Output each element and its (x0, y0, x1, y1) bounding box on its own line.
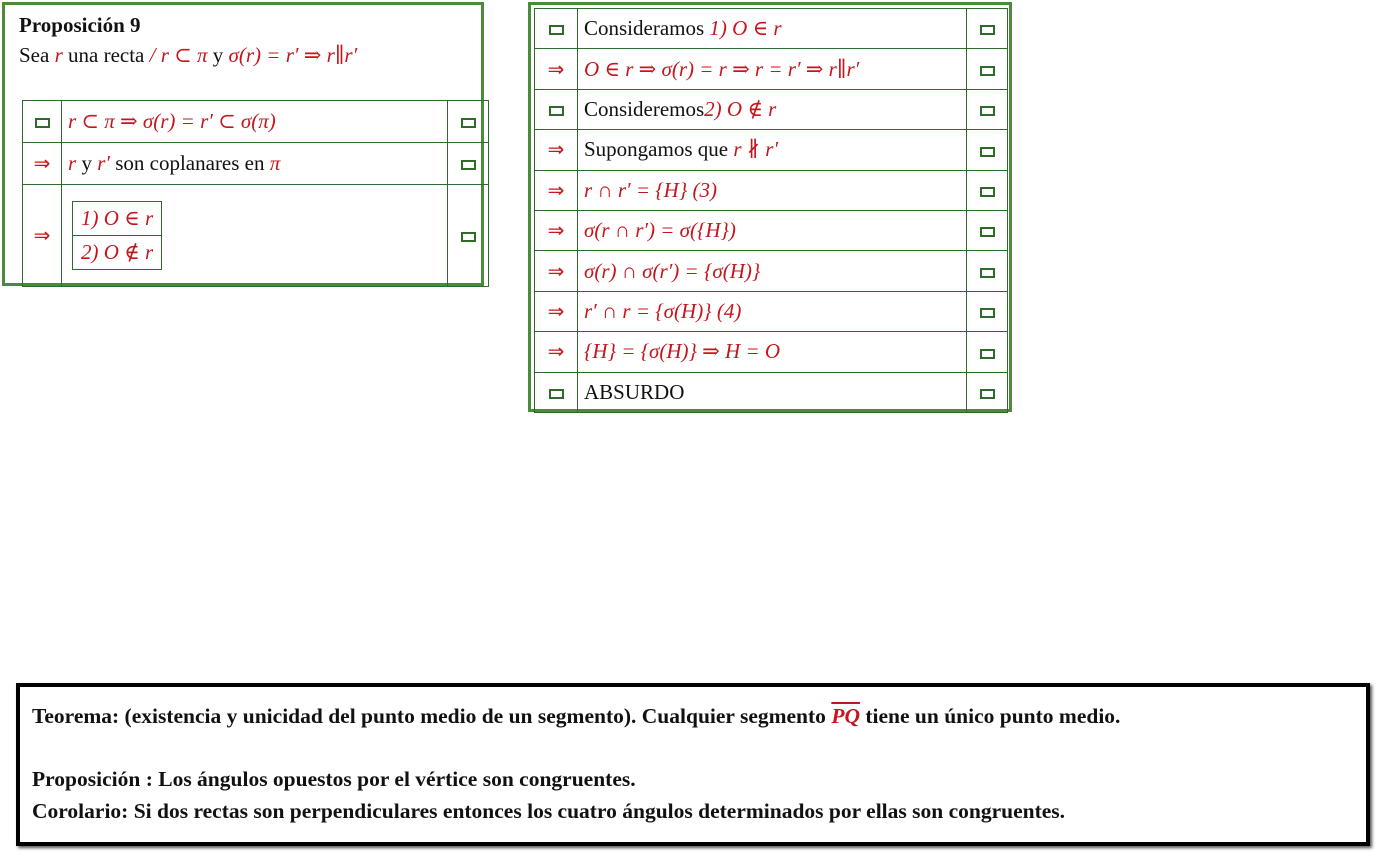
proof-step (578, 9, 967, 49)
proof-table-right (534, 8, 1008, 413)
step-text: y (76, 151, 98, 175)
proof-step (578, 210, 967, 250)
step-text: ABSURDO (584, 379, 685, 404)
step-text: Supongamos que (584, 137, 734, 162)
proposition-text: : Los ángulos opuestos por el vértice son congruentes. (140, 767, 636, 791)
checkbox-square-icon (461, 232, 476, 242)
table-row (535, 49, 1008, 89)
checkbox-square-icon (549, 25, 564, 35)
checkbox-square-icon (980, 25, 995, 35)
theorem-text: tiene un único punto medio. (859, 704, 1121, 728)
table-row (23, 143, 489, 185)
case-2: 2) O ∉ r (73, 236, 162, 270)
checkbox-square-icon (980, 349, 995, 359)
checkbox-square-icon (980, 66, 995, 76)
cases-table (72, 201, 162, 270)
checkbox-square-icon (461, 160, 476, 170)
segment-pq: $\overline{PQ}$ (831, 704, 860, 728)
proof-step (578, 130, 967, 170)
table-row (535, 170, 1008, 210)
implies-arrow-icon: ⇒ (547, 137, 565, 162)
proposition-statement (19, 43, 357, 68)
proof-step (578, 170, 967, 210)
step-math: 2) O ∉ r (704, 96, 777, 121)
table-row (535, 372, 1008, 412)
step-math: r′ (97, 151, 110, 175)
proof-step (578, 332, 967, 372)
implies-arrow-icon: ⇒ (547, 258, 565, 283)
step-math: σ(r ∩ r′) = σ({H}) (584, 218, 736, 243)
proof-step (578, 372, 967, 412)
table-row (73, 236, 162, 270)
case-1: 1) O ∈ r (73, 202, 162, 236)
proof-step (578, 89, 967, 129)
theorem-line (32, 704, 1120, 729)
table-row (535, 130, 1008, 170)
step-math: r′ ∩ r = {σ(H)} (4) (584, 298, 742, 323)
statement-text: Sea (19, 43, 55, 67)
table-row (23, 101, 489, 143)
checkbox-square-icon (549, 389, 564, 399)
step-math: O ∈ r ⇒ σ(r) = r ⇒ r = r′ ⇒ r∥r′ (584, 56, 860, 81)
step-math: {H} = {σ(H)} ⇒ H = O (584, 339, 781, 364)
step-math: r ∦ r′ (733, 137, 779, 162)
proposition-9-box (2, 2, 484, 286)
step-math: r (68, 151, 77, 175)
table-row (535, 251, 1008, 291)
step-math: σ(r) ∩ σ(r′) = {σ(H)} (584, 258, 761, 283)
step-math: 1) O ∈ r (709, 16, 782, 41)
checkbox-square-icon (980, 187, 995, 197)
statement-math: σ(r) = r′ ⇒ r∥r′ (228, 43, 358, 67)
checkbox-square-icon (35, 118, 50, 128)
implies-arrow-icon: ⇒ (547, 218, 565, 243)
cases-cell (62, 185, 448, 287)
step-math: r ∩ r′ = {H} (3) (584, 177, 717, 202)
corollary-text: : Si dos rectas son perpendiculares entonces los cuatro ángulos determinados por ellas son congruentes. (121, 799, 1066, 823)
step-math: π (269, 151, 281, 175)
table-row (535, 210, 1008, 250)
table-row (535, 89, 1008, 129)
checkbox-square-icon (980, 227, 995, 237)
statement-text: una recta (62, 43, 150, 67)
implies-arrow-icon: ⇒ (33, 151, 51, 175)
corollary-line (32, 799, 1065, 824)
implies-arrow-icon: ⇒ (547, 298, 565, 323)
corollary-label: Corolario (32, 799, 122, 823)
proof-step (578, 49, 967, 89)
proof-step (578, 251, 967, 291)
theorem-text: Teorema: (existencia y unicidad del punto medio de un segmento). Cualquier segmento (32, 704, 832, 728)
checkbox-square-icon (980, 308, 995, 318)
proof-box-right (528, 2, 1012, 412)
checkbox-square-icon (980, 106, 995, 116)
table-row (535, 9, 1008, 49)
checkbox-square-icon (461, 118, 476, 128)
proposition-title: Proposición 9 (19, 13, 141, 37)
table-row (23, 185, 489, 287)
step-text: son coplanares en (109, 151, 270, 175)
statement-math: / r ⊂ π (149, 43, 208, 67)
checkbox-square-icon (549, 106, 564, 116)
table-row (73, 202, 162, 236)
statement-text: y (207, 43, 229, 67)
implies-arrow-icon: ⇒ (33, 223, 51, 247)
checkbox-square-icon (980, 389, 995, 399)
table-row (535, 291, 1008, 331)
step-text: Consideramos (584, 16, 710, 41)
implies-arrow-icon: ⇒ (547, 56, 565, 81)
checkbox-square-icon (980, 268, 995, 278)
implies-arrow-icon: ⇒ (547, 339, 565, 364)
theorem-box (16, 683, 1370, 846)
implies-arrow-icon: ⇒ (547, 177, 565, 202)
proof-step: r ⊂ π ⇒ σ(r) = r′ ⊂ σ(π) (62, 101, 448, 143)
checkbox-square-icon (980, 147, 995, 157)
proof-step (578, 291, 967, 331)
proof-table-left (22, 100, 489, 287)
proposition-label: Proposición (32, 767, 141, 791)
proposition-line (32, 767, 636, 792)
statement-math: r (54, 43, 63, 67)
table-row (535, 332, 1008, 372)
step-text: Consideremos (584, 96, 705, 121)
proof-step (62, 143, 448, 185)
